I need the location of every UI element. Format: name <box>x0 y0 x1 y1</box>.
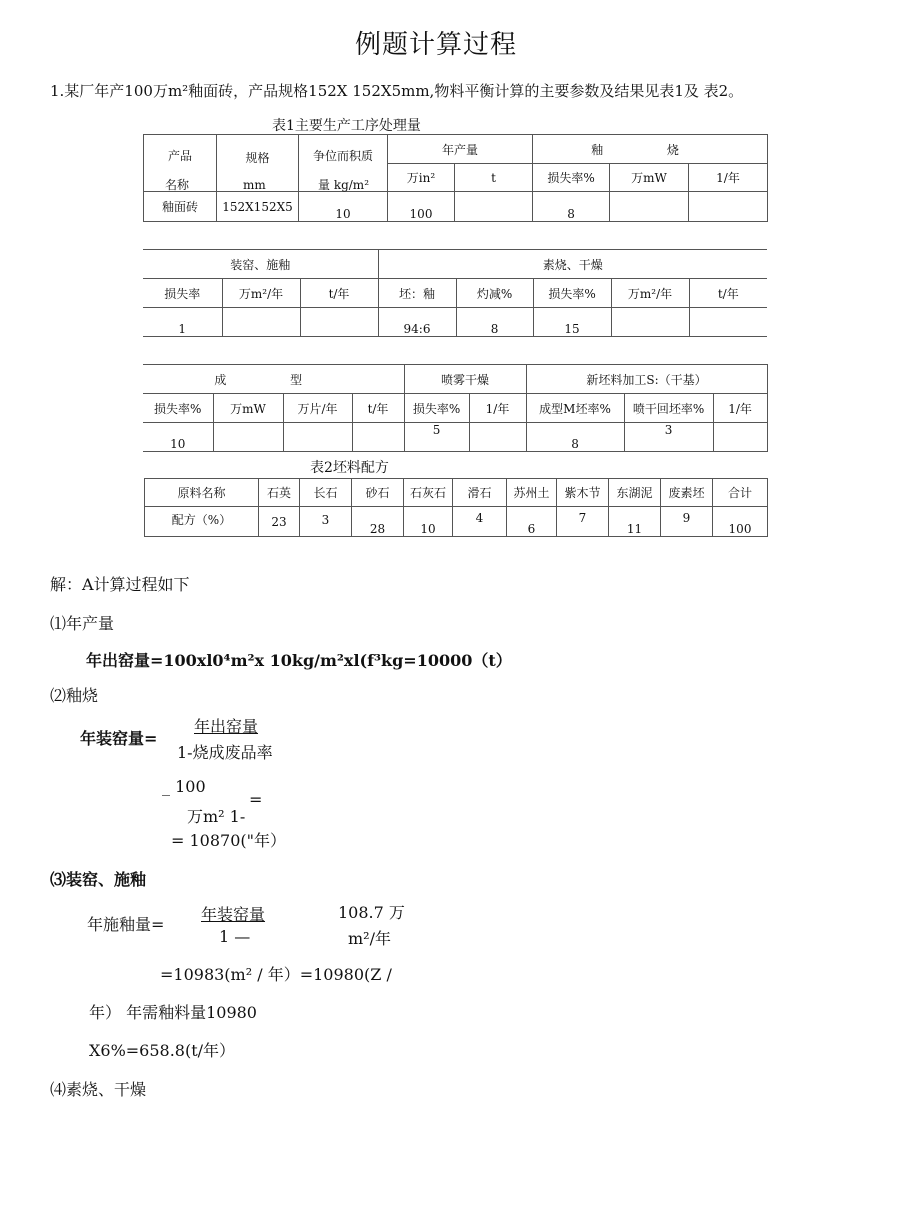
table2-cell: 10 <box>404 507 453 537</box>
step2-value-a: _ 100 <box>162 777 206 796</box>
header-spec-line2: mm <box>243 178 266 192</box>
table-cell: 8 <box>456 308 533 337</box>
sub-header: 万mW <box>213 394 283 423</box>
sub-header: 万mW <box>610 164 689 192</box>
table-cell: 3 <box>624 423 713 452</box>
step2-value-b: 万m² 1- <box>187 807 246 826</box>
table1-part-b <box>143 249 767 337</box>
sub-header: 1/年 <box>713 394 767 423</box>
table-cell: 5 <box>404 423 469 452</box>
table2-cell: 100 <box>713 507 768 537</box>
header-product: 产品 <box>144 135 217 192</box>
header-bisque-drying: 素烧、干燥 <box>378 250 767 279</box>
step3-numerator: 年装窑量 <box>201 905 266 924</box>
table2-cell: 9 <box>661 507 713 537</box>
sub-header: 坯：釉 <box>378 279 456 308</box>
table-cell: 152X152X5 <box>217 192 299 222</box>
table2-header: 滑石 <box>453 479 507 507</box>
step2-lhs: 年装窑量= <box>80 729 158 748</box>
table2-cell: 6 <box>507 507 557 537</box>
table2-cell: 4 <box>453 507 507 537</box>
header-annual-output: 年产量 <box>388 135 533 164</box>
sub-header: 1/年 <box>689 164 768 192</box>
table1-caption: 表1主要生产工序处理量 <box>272 118 421 134</box>
table-cell: 100 <box>388 192 455 222</box>
table-cell <box>300 308 378 337</box>
step1-heading: ⑴年产量 <box>50 614 115 633</box>
header-mass-line2: 量 kg/m² <box>318 178 370 192</box>
sub-header: 损失率% <box>404 394 469 423</box>
table2-header: 原料名称 <box>145 479 259 507</box>
table2-cell: 28 <box>352 507 404 537</box>
sub-header: 喷干回坯率% <box>624 394 713 423</box>
table-cell: 8 <box>526 423 624 452</box>
header-spray-drying: 喷雾干燥 <box>404 365 526 394</box>
sub-header: t/年 <box>352 394 404 423</box>
header-mass: 争位而积质 <box>299 135 388 192</box>
table-cell <box>713 423 767 452</box>
table2-header: 长石 <box>300 479 352 507</box>
sub-header: 万m²/年 <box>222 279 300 308</box>
table2-body-formula <box>144 478 768 537</box>
table2-header: 苏州土 <box>507 479 557 507</box>
header-glaze-firing: 釉 烧 <box>533 135 768 164</box>
table-cell: 1 <box>143 308 222 337</box>
table-cell: 94:6 <box>378 308 456 337</box>
table2-caption: 表2坯料配方 <box>310 460 389 476</box>
sub-header: 万m²/年 <box>611 279 689 308</box>
step4-heading: ⑷素烧、干燥 <box>50 1080 147 1099</box>
step3-denominator: 1 — <box>219 927 251 946</box>
table-cell <box>455 192 533 222</box>
step3-value-1: 108.7 万 <box>338 903 405 922</box>
step2-numerator: 年出窑量 <box>194 717 259 736</box>
step2-denominator: 1-烧成废品率 <box>177 743 273 762</box>
table-cell <box>689 308 767 337</box>
table-cell <box>283 423 352 452</box>
table-cell <box>611 308 689 337</box>
table2-cell: 7 <box>557 507 609 537</box>
header-new-body-processing: 新坯料加工S:（干基） <box>526 365 767 394</box>
table2-cell: 3 <box>300 507 352 537</box>
sub-header: t/年 <box>689 279 767 308</box>
page-title: 例题计算过程 <box>355 30 518 60</box>
header-spec: 规格 <box>217 135 299 192</box>
sub-header: 损失率% <box>533 279 611 308</box>
sub-header: 灼减% <box>456 279 533 308</box>
table2-cell: 配方（%） <box>145 507 259 537</box>
sub-header: 成型M坯率% <box>526 394 624 423</box>
table-cell: 8 <box>533 192 610 222</box>
table1-part-a <box>143 134 768 222</box>
problem-statement: 1.某厂年产100万m²釉面砖，产品规格152X 152X5mm,物料平衡计算的主要参数及结果见表1及 表2。 <box>50 82 744 100</box>
step3-result-1: =10983(m² / 年）=10980(Z / <box>160 965 392 984</box>
step1-equation: 年出窑量=100xl0⁴m²x 10kg/m²xl(f³kg=10000（t） <box>86 651 512 670</box>
step3-lhs: 年施釉量= <box>87 915 165 934</box>
table-cell: 10 <box>143 423 213 452</box>
table-cell <box>610 192 689 222</box>
sub-header: t <box>455 164 533 192</box>
sub-header: t/年 <box>300 279 378 308</box>
table-cell <box>213 423 283 452</box>
table2-header: 石英 <box>259 479 300 507</box>
sub-header: 损失率% <box>533 164 610 192</box>
header-kiln-glazing: 装窑、施釉 <box>143 250 378 279</box>
sub-header: 1/年 <box>469 394 526 423</box>
table-cell: 15 <box>533 308 611 337</box>
header-forming: 成 型 <box>143 365 404 394</box>
table2-header: 东湖泥 <box>609 479 661 507</box>
header-product-line2: 名称 <box>165 178 190 192</box>
sub-header: 万in² <box>388 164 455 192</box>
table2-header: 废素坯 <box>661 479 713 507</box>
table2-cell: 23 <box>259 507 300 537</box>
table2-cell: 11 <box>609 507 661 537</box>
table2-header: 砂石 <box>352 479 404 507</box>
step3-result-2: 年） 年需釉料量10980 <box>89 1003 257 1022</box>
table1-part-c <box>143 364 768 452</box>
table-cell: 10 <box>299 192 388 222</box>
table-cell <box>469 423 526 452</box>
step2-equals: = <box>249 790 263 809</box>
sub-header: 损失率 <box>143 279 222 308</box>
step3-heading: ⑶装窑、施釉 <box>50 870 147 889</box>
table-cell: 釉面砖 <box>144 192 217 222</box>
sub-header: 损失率% <box>143 394 213 423</box>
table-cell <box>689 192 768 222</box>
step3-result-3: X6%=658.8(t/年） <box>89 1041 236 1060</box>
table2-header: 紫木节 <box>557 479 609 507</box>
step2-result: = 10870("年） <box>171 831 286 850</box>
table-cell <box>222 308 300 337</box>
solution-intro: 解：A计算过程如下 <box>50 575 190 594</box>
step2-heading: ⑵釉烧 <box>50 686 99 705</box>
sub-header: 万片/年 <box>283 394 352 423</box>
table-cell <box>352 423 404 452</box>
table2-header: 石灰石 <box>404 479 453 507</box>
step3-value-2: m²/年 <box>348 929 391 948</box>
table2-header: 合计 <box>713 479 768 507</box>
